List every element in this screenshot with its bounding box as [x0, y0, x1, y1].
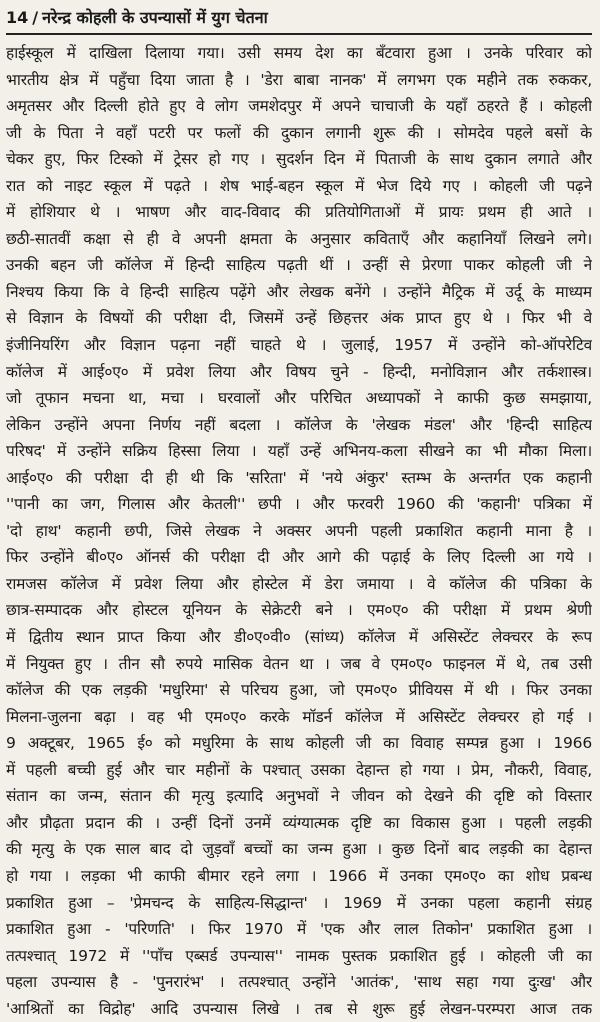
text-line: में द्वितीय स्थान प्राप्त किया और डी०ए०वी० (सांध्य) कॉलेज में असिस्टेंट लेक्चरर के रूप — [6, 628, 592, 647]
text-line: संतान का जन्म, संतान की मृत्यु इत्यादि अनुभवों ने जीवन को देखने की दृष्टि को विस्तार — [6, 787, 592, 806]
text-line: 'आश्रितों का विद्रोह' आदि उपन्यास लिखे । तब से शुरू हुई लेखन-परम्परा आज तक — [6, 999, 592, 1018]
text-line: फिर उन्होंने बी०ए० ऑनर्स की परीक्षा दी और आगे की पढ़ाई के लिए दिल्ली आ गये । — [6, 548, 592, 567]
text-line: पहला उपन्यास है - 'पुनरारंभ' । तत्पश्चात् उन्होंने 'आतंक', 'साथ सहा गया दुःख' और — [6, 973, 592, 992]
text-line: ''पानी का जग, गिलास और केतली'' छपी । और फरवरी 1960 की 'कहानी' पत्रिका में — [6, 495, 592, 514]
text-line: से विज्ञान के विषयों की परीक्षा दी, जिसमें उन्हें छिहत्तर अंक प्राप्त हुए थे । फिर भी वे — [6, 309, 592, 328]
text-line: निश्चय किया कि वे हिन्दी साहित्य पढ़ेंगे और लेखक बनेंगे । उन्होंने मैट्रिक में उर्दू के माध्यम — [6, 282, 592, 301]
text-line: अमृतसर और दिल्ली होते हुए वे लोग जमशेदपुर में अपने चाचाजी के यहाँ ठहरते हैं । कोहली — [6, 97, 592, 116]
text-line: उनकी बहन जी कॉलेज में हिन्दी साहित्य पढ़ती थीं । उन्हीं से प्रेरणा पाकर कोहली जी ने — [6, 256, 592, 275]
text-line: मिलना-जुलना बढ़ा । वह भी एम०ए० करके मॉडर्न कॉलेज में असिस्टेंट लेक्चरर हो गई । — [6, 707, 592, 726]
text-line: रामजस कॉलेज में प्रवेश लिया और होस्टेल में डेरा जमाया । वे कॉलेज की पत्रिका के — [6, 574, 592, 593]
header-separator: / — [32, 8, 39, 27]
text-line: भारतीय क्षेत्र में पहुँचा दिया जाता है । 'डेरा बाबा नानक' में लगभग एक महीने तक रुककर, — [6, 70, 592, 89]
text-line: की मृत्यु के एक साल बाद दो जुड़वाँ बच्चों का जन्म हुआ । कुछ दिनों बाद लड़की का देहान्त — [6, 840, 592, 859]
text-line: चेकर हुए, फिर टिस्को में ट्रेसर हो गए । सुदर्शन दिन में पिताजी के साथ दुकान लगाते और — [6, 150, 592, 169]
text-line: कॉलेज की एक लड़की 'मधुरिमा' से परिचय हुआ, जो एम०ए० प्रीवियस में थी । फिर उनका — [6, 681, 592, 700]
page-number: 14 — [6, 8, 29, 27]
running-header — [6, 6, 592, 30]
body-paragraph — [6, 40, 592, 1022]
text-line: कॉलेज में आई०ए० में प्रवेश लिया और विषय चुने - हिन्दी, मनोविज्ञान और तर्कशास्त्र। — [6, 362, 592, 381]
header-rule — [6, 33, 592, 35]
text-line: लेकिन उन्होंने अपना निर्णय नहीं बदला । कॉलेज के 'लेखक मंडल' और 'हिन्दी साहित्य — [6, 415, 592, 434]
text-line: तत्पश्चात् 1972 में ''पाँच एब्सर्ड उपन्यास'' नामक पुस्तक प्रकाशित हुई । कोहली जी का — [6, 946, 592, 965]
text-line: हो गया । लड़का भी काफी बीमार रहने लगा । 1966 में उनका एम०ए० का शोध प्रबन्ध — [6, 866, 592, 885]
text-line: आई०ए० की परीक्षा दी ही थी कि 'सरिता' में 'नये अंकुर' स्तम्भ के अन्तर्गत एक कहानी — [6, 468, 592, 487]
text-line: छठी-सातवीं कक्षा से ही वे अपनी क्षमता के अनुसार कविताएँ और कहानियाँ लिखने लगे। — [6, 229, 592, 248]
text-line: जी के पिता ने वहाँ पटरी पर फलों की दुकान लगानी शुरू की । सोमदेव पहले बसों के — [6, 123, 592, 142]
text-line: छात्र-सम्पादक और होस्टल यूनियन के सेक्रेटरी बने । एम०ए० की परीक्षा में प्रथम श्रेणी — [6, 601, 592, 620]
text-line: में पहली बच्ची हुई और चार महीनों के पश्चात् उसका देहान्त हो गया । प्रेम, नौकरी, विवाह, — [6, 760, 592, 779]
text-line: में नियुक्त हुए । तीन सौ रुपये मासिक वेतन था । जब वे एम०ए० फाइनल में थे, तब उसी — [6, 654, 592, 673]
text-line: रात को नाइट स्कूल में पढ़ते । शेष भाई-बहन स्कूल में भेज दिये गए । कोहली जी पढ़ने — [6, 176, 592, 195]
text-line: 9 अक्टूबर, 1965 ई० को मधुरिमा के साथ कोहली जी का विवाह सम्पन्न हुआ । 1966 — [6, 734, 592, 753]
text-line: प्रकाशित हुआ – 'प्रेमचन्द के साहित्य-सिद्धान्त' । 1969 में उनका पहला कहानी संग्रह — [6, 893, 592, 912]
text-line: में होशियार थे । भाषण और वाद-विवाद की प्रतियोगिताओं में प्रायः प्रथम ही आते । — [6, 203, 592, 222]
text-line: जो तूफान मचना था, मचा । घरवालों और परिचित अध्यापकों ने काफी कुछ समझाया, — [6, 389, 592, 408]
text-line: इंजीनियरिंग और विज्ञान पढ़ना नहीं चाहते थे । जुलाई, 1957 में उन्होंने को-ऑपरेटिव — [6, 336, 592, 355]
text-line: हाईस्कूल में दाखिला दिलाया गया। उसी समय देश का बँटवारा हुआ । उनके परिवार को — [6, 44, 592, 62]
text-line: और प्रौढ़ता प्रदान की । उन्हीं दिनों उनमें व्यंग्यात्मक दृष्टि का विकास हुआ । पहली लड़की — [6, 813, 592, 832]
text-line: 'दो हाथ' कहानी छपी, जिसे लेखक ने अक्सर अपनी पहली प्रकाशित कहानी माना है । — [6, 521, 592, 540]
text-line: प्रकाशित हुआ - 'परिणति' । फिर 1970 में 'एक और लाल तिकोन' प्रकाशित हुआ । — [6, 920, 592, 939]
text-line: परिषद' में उन्होंने सक्रिय हिस्सा लिया । यहाँ उन्हें अभिनय-कला सीखने का भी मौका मिला। — [6, 442, 592, 461]
book-title: नरेन्द्र कोहली के उपन्यासों में युग चेतना — [42, 8, 268, 27]
